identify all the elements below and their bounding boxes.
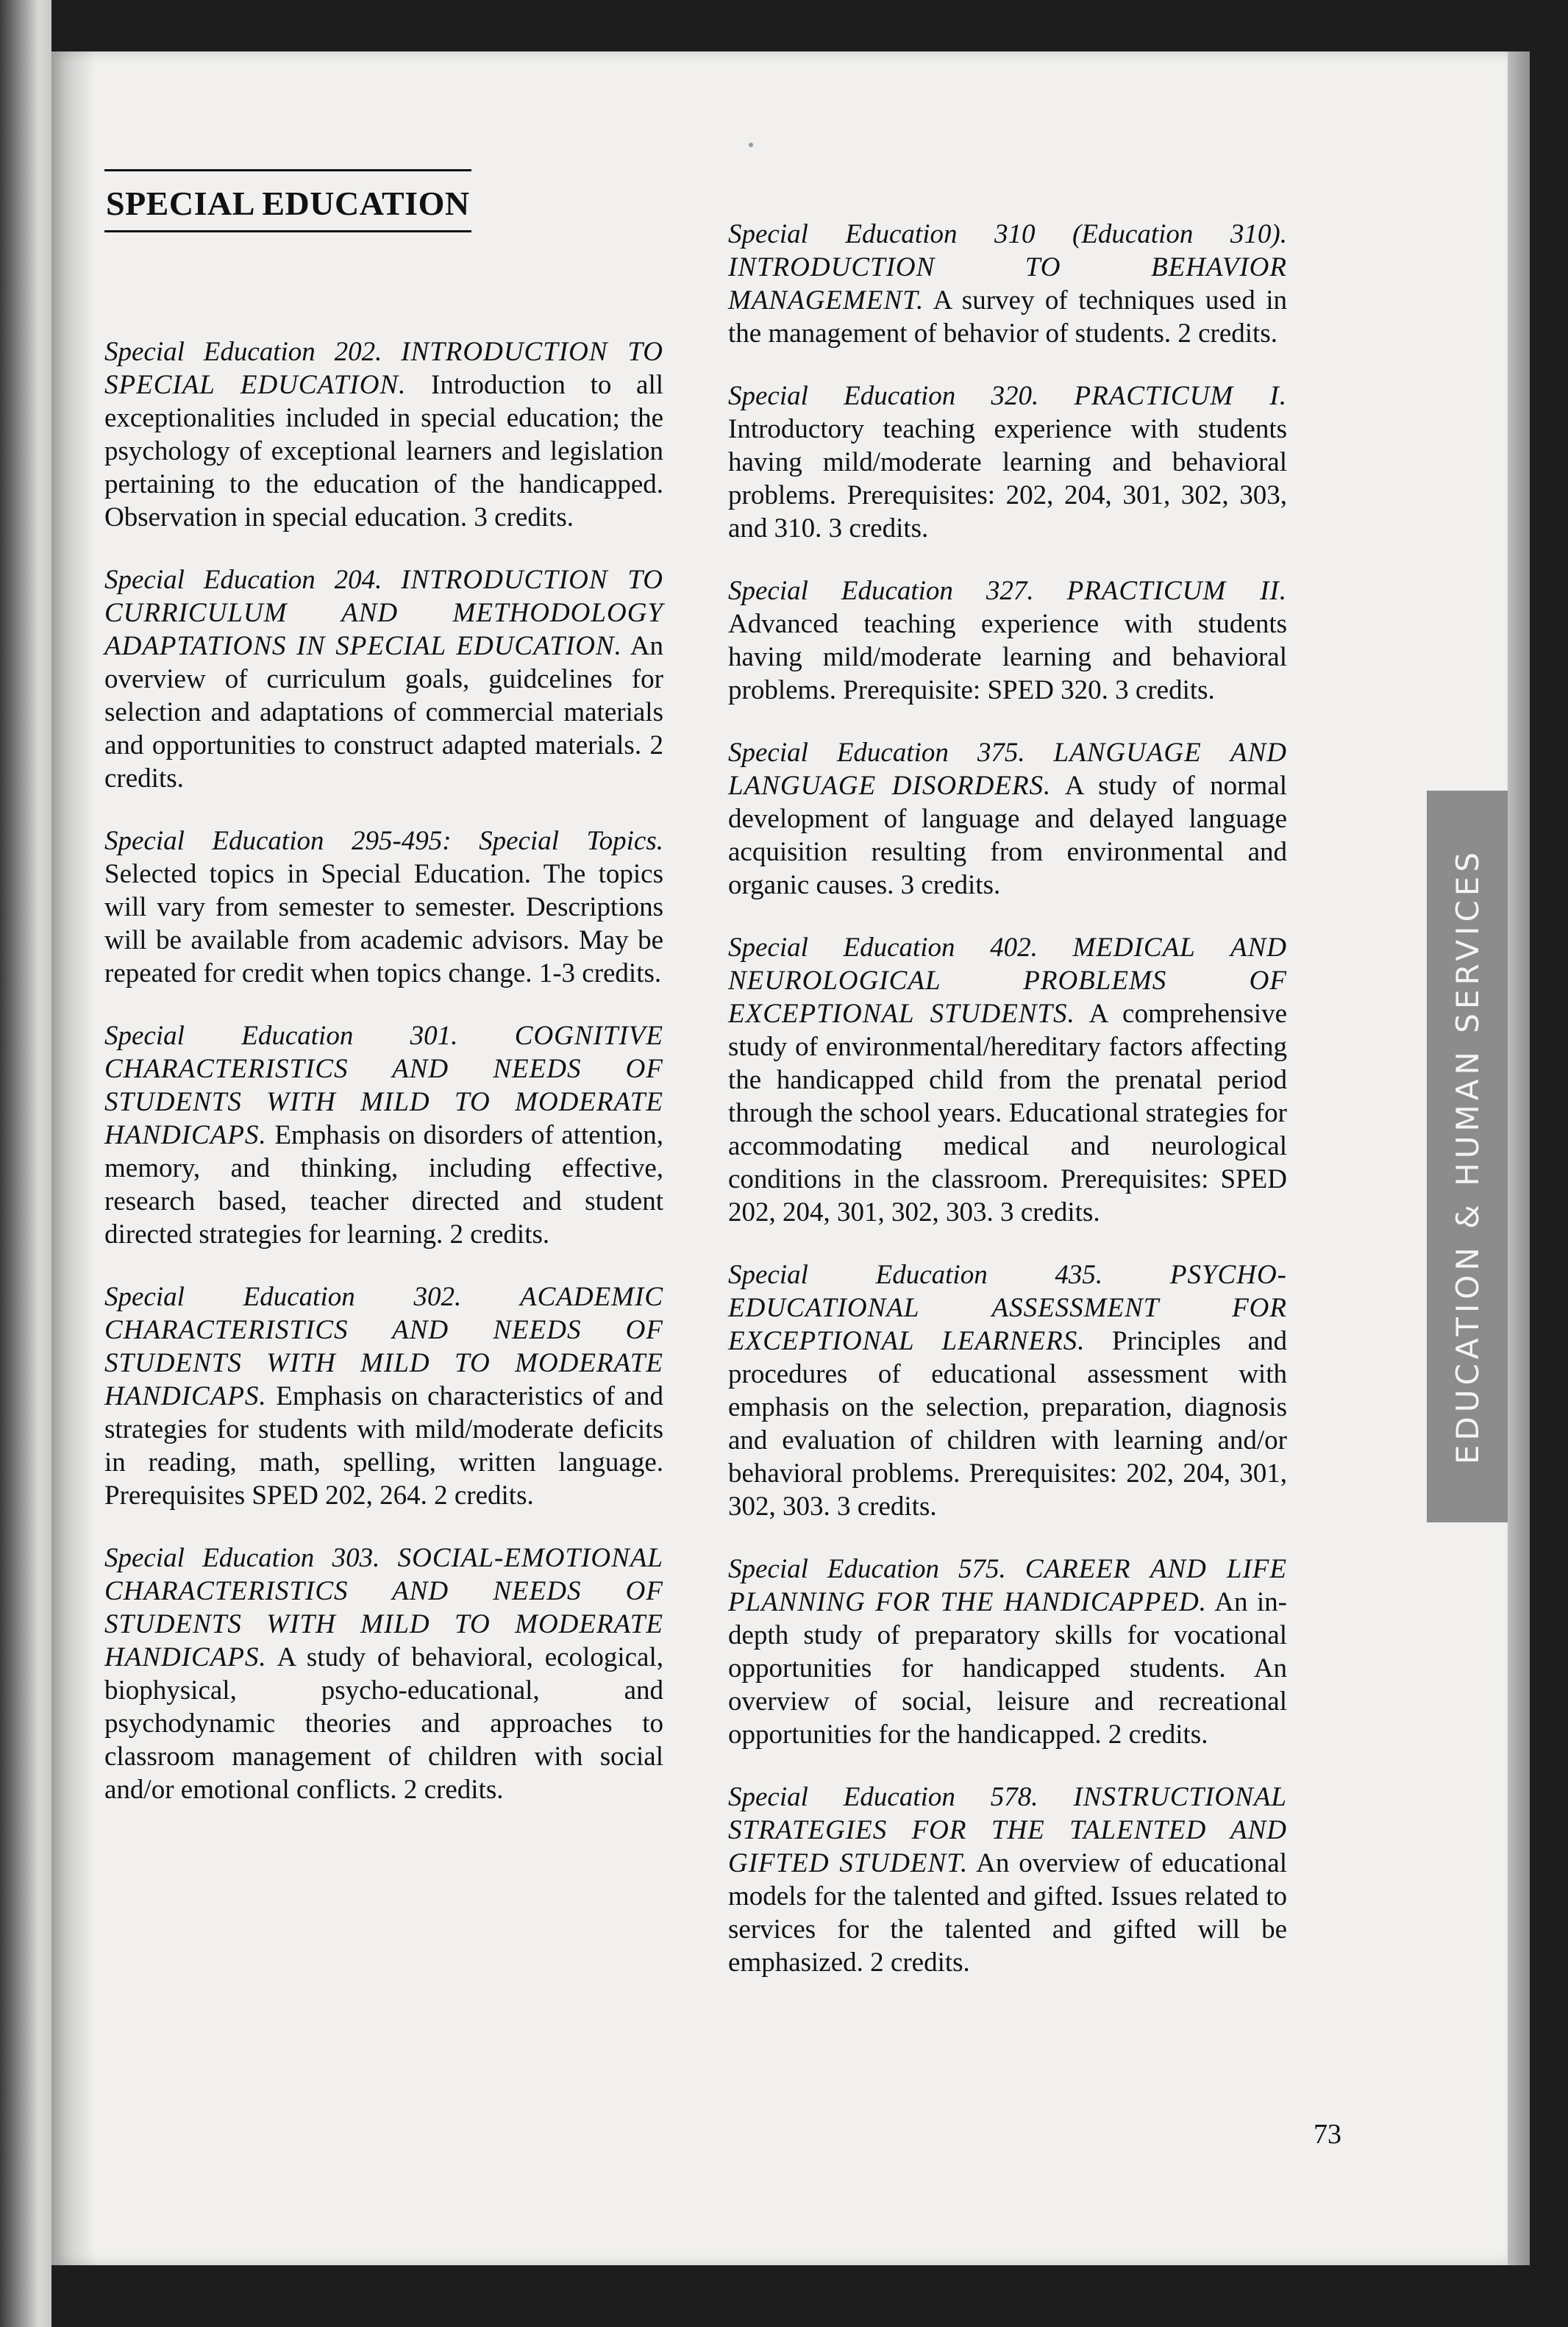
course-code: Special Education 375. — [728, 738, 1025, 768]
course-entry-sped-303 — [104, 1542, 663, 1806]
course-title: INTRODUCTION TO SPECIAL EDUCATION. — [104, 337, 663, 400]
course-description: A study of behavioral, ecological, biophysical, psycho-educational, and psychodynamic theories and approaches to classroom management of children with social and/or emotional conflicts. 2 credits. — [104, 1642, 663, 1805]
right-column — [728, 166, 1287, 2009]
course-code: Special Education 310 (Education 310). — [728, 219, 1287, 249]
course-title: INTRODUCTION TO BEHAVIOR MANAGEMENT. — [728, 252, 1287, 316]
course-description: Introduction to all exceptionalities included in special education; the psychology of exceptional learners and legislation pertaining to the education of the handicapped. Observation in special education. 3 credits. — [104, 370, 664, 532]
course-title: COGNITIVE CHARACTERISTICS AND NEEDS OF STUDENTS WITH MILD TO MODERATE HANDICAPS. — [104, 1021, 663, 1150]
course-code: Special Education 320. — [728, 381, 1039, 411]
section-heading: SPECIAL EDUCATION — [104, 169, 471, 232]
course-entry-sped-435 — [728, 1258, 1287, 1523]
course-entry-sped-301 — [104, 1019, 663, 1251]
course-code: Special Education 578. — [728, 1782, 1038, 1812]
course-title: PRACTICUM I. — [1074, 381, 1287, 411]
course-description: Selected topics in Special Education. The topics will vary from semester to semester. Descriptions will be available from academic advisors. May be repeated for credit when topics change. 1-3 credits. — [104, 859, 663, 988]
course-code: Special Education 575. — [728, 1554, 1006, 1584]
course-entry-sped-202 — [104, 335, 663, 534]
course-title: MEDICAL AND NEUROLOGICAL PROBLEMS OF EXCEPTIONAL STUDENTS. — [728, 933, 1288, 1029]
course-title: SOCIAL-EMOTIONAL CHARACTERISTICS AND NEEDS OF STUDENTS WITH MILD TO MODERATE HANDICAPS. — [104, 1543, 663, 1672]
course-description: Principles and procedures of educational assessment with emphasis on the selection, preparation, diagnosis and evaluation of children with learning and/or behavioral problems. Prerequisites: 202, 204, 301, 302, 303. 3 credits. — [728, 1326, 1287, 1522]
course-code: Special Education 402. — [728, 933, 1038, 963]
course-description: Introductory teaching experience with students having mild/moderate learning and behavioral problems. Prerequisites: 202, 204, 301, 302, 303, and 310. 3 credits. — [728, 414, 1287, 544]
print-speck — [749, 143, 753, 147]
course-description: An overview of educational models for the talented and gifted. Issues related to services for the talented and gifted will be emphasized. 2 credits. — [728, 1848, 1287, 1978]
course-description: An in-depth study of preparatory skills for vocational opportunities for handicapped students. An overview of social, leisure and recreational opportunities for the handicapped. 2 credits. — [728, 1587, 1287, 1750]
section-side-tab — [1427, 791, 1508, 1522]
course-entry-sped-302 — [104, 1280, 663, 1512]
course-title: PSYCHO-EDUCATIONAL ASSESSMENT FOR EXCEPTIONAL LEARNERS. — [728, 1260, 1287, 1356]
course-code: Special Education 435. — [728, 1260, 1103, 1290]
course-entry-sped-375 — [728, 736, 1287, 902]
page-stack-edge — [1508, 51, 1530, 2265]
course-description: A comprehensive study of environmental/hereditary factors affecting the handicapped child from the prenatal period through the school years. Educational strategies for accommodating medical and neurological conditions in the classroom. Prerequisites: SPED 202, 204, 301, 302, 303. 3 credits. — [728, 999, 1287, 1227]
course-description: Emphasis on characteristics of and strategies for students with mild/moderate deficits in reading, math, spelling, written language. Prerequisites SPED 202, 264. 2 credits. — [104, 1381, 664, 1511]
course-title: ACADEMIC CHARACTERISTICS AND NEEDS OF STUDENTS WITH MILD TO MODERATE HANDICAPS. — [104, 1282, 663, 1411]
course-title: LANGUAGE AND LANGUAGE DISORDERS. — [728, 738, 1287, 801]
course-entry-sped-295-495 — [104, 824, 663, 990]
course-code: Special Education 302. — [104, 1282, 462, 1312]
course-entry-sped-575 — [728, 1553, 1287, 1751]
course-description: An overview of curriculum goals, guidcelines for selection and adaptations of commercial materials and opportunities to construct adapted materials. 2 credits. — [104, 631, 663, 794]
course-description: A survey of techniques used in the management of behavior of students. 2 credits. — [728, 285, 1287, 349]
course-description: A study of normal development of language and delayed language acquisition resulting from environmental and organic causes. 3 credits. — [728, 771, 1287, 900]
course-description: Advanced teaching experience with students having mild/moderate learning and behavioral problems. Prerequisite: SPED 320. 3 credits. — [728, 609, 1287, 705]
course-code: Special Education 204. — [104, 565, 382, 595]
course-title: INTRODUCTION TO CURRICULUM AND METHODOLOGY ADAPTATIONS IN SPECIAL EDUCATION. — [104, 565, 663, 661]
course-entry-sped-402 — [728, 931, 1287, 1229]
course-entry-sped-578 — [728, 1781, 1287, 1979]
left-column — [104, 169, 663, 1836]
course-title: PRACTICUM II. — [1066, 576, 1287, 606]
course-code: Special Education 327. — [728, 576, 1034, 606]
course-code: Special Education 295-495: Special Topics. — [104, 826, 663, 856]
course-entry-sped-327 — [728, 574, 1287, 707]
course-description: Emphasis on disorders of attention, memory, and thinking, including effective, research based, teacher directed and student directed strategies for learning. 2 credits. — [104, 1120, 664, 1250]
spine-shadow — [51, 51, 96, 2265]
course-title: INSTRUCTIONAL STRATEGIES FOR THE TALENTED AND GIFTED STUDENT. — [728, 1782, 1287, 1878]
side-tab-label: EDUCATION & HUMAN SERVICES — [1449, 848, 1486, 1465]
course-code: Special Education 301. — [104, 1021, 458, 1051]
course-entry-sped-320 — [728, 379, 1287, 545]
course-code: Special Education 303. — [104, 1543, 380, 1573]
page-number: 73 — [1314, 2119, 1341, 2150]
course-code: Special Education 202. — [104, 337, 382, 367]
course-entry-sped-310 — [728, 218, 1287, 350]
course-entry-sped-204 — [104, 563, 663, 795]
adjacent-page-edge — [0, 0, 51, 2327]
course-title: CAREER AND LIFE PLANNING FOR THE HANDICAPPED. — [728, 1554, 1287, 1617]
